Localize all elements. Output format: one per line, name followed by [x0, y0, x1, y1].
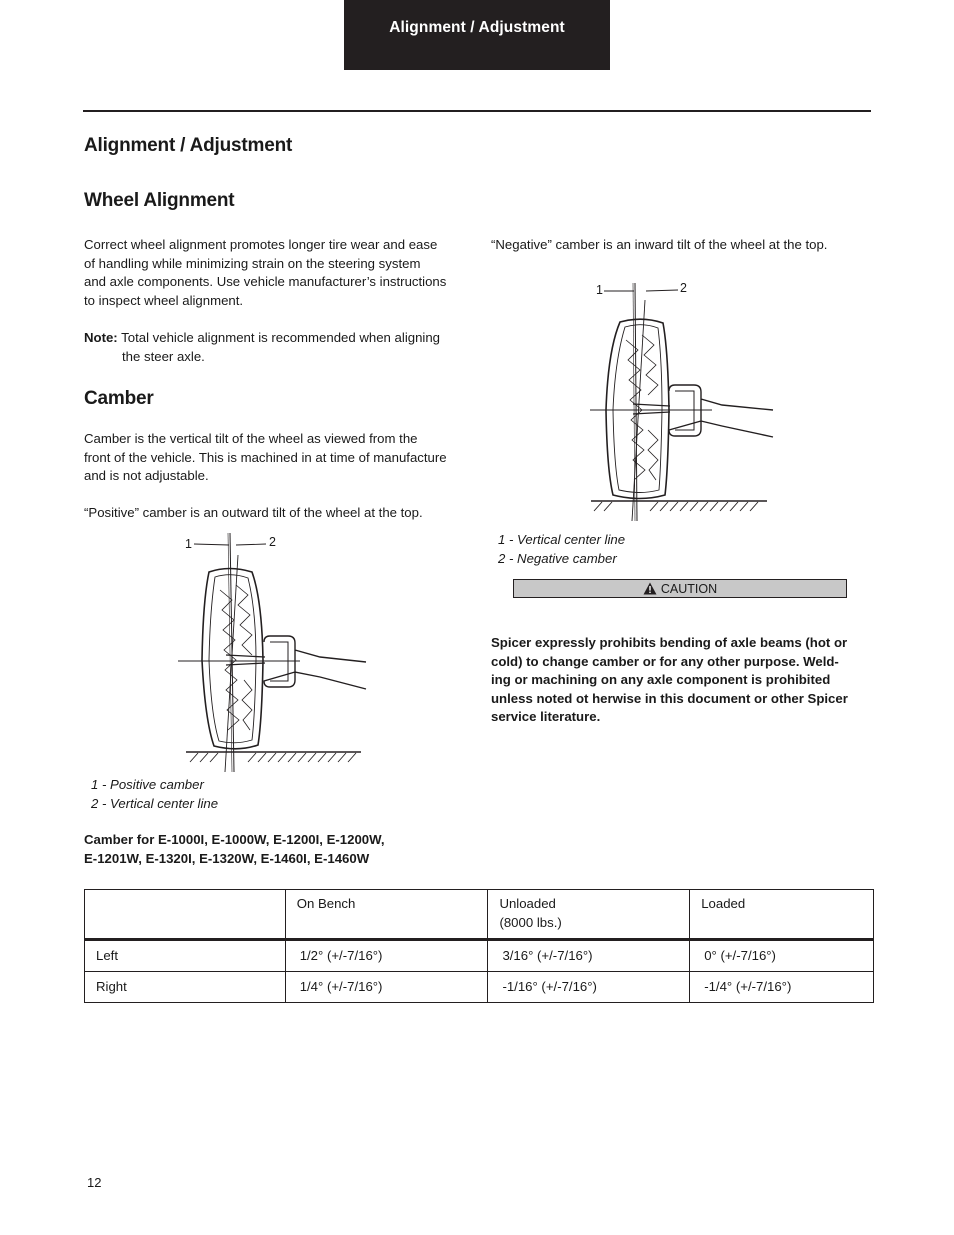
wheel-alignment-note	[84, 329, 456, 366]
caption-line: 1 - Positive camber	[91, 777, 204, 792]
camber-heading: Camber	[84, 388, 154, 409]
caption-line: 2 - Negative camber	[498, 550, 617, 566]
text-line: Correct wheel alignment promotes longer tire wear and ease	[84, 237, 438, 252]
note-label: Note:	[84, 330, 118, 345]
caption-line: 1 - Vertical center line	[498, 532, 626, 547]
camber-body	[84, 430, 456, 486]
note-text-continued: the steer axle.	[122, 348, 205, 364]
table-cell: 1/2° (+/-7/16°)	[285, 940, 488, 972]
table-cell: -1/16° (+/-7/16°)	[488, 972, 690, 1003]
table-row	[85, 940, 874, 972]
negative-figure-label-2: 2	[680, 281, 687, 295]
caution-line: ing or machining on any axle component is prohibited	[491, 672, 831, 688]
text-line: and is not adjustable.	[84, 468, 209, 484]
table-cell: Left	[85, 940, 286, 972]
caution-line: unless noted ot herwise in this document or other Spicer	[491, 690, 848, 706]
table-cell: 1/4° (+/-7/16°)	[285, 972, 488, 1003]
section-title: Alignment / Adjustment	[84, 135, 293, 156]
caution-banner	[513, 579, 847, 598]
caution-text	[491, 634, 863, 727]
positive-figure-label-2: 2	[269, 535, 276, 549]
table-title-line: E-1201W, E-1320I, E-1320W, E-1460I, E-1460W	[84, 850, 370, 866]
caption-line: 2 - Vertical center line	[91, 795, 219, 811]
table-cell: Right	[85, 972, 286, 1003]
warning-triangle-icon	[643, 582, 657, 595]
negative-figure-label-1: 1	[596, 283, 603, 297]
table-header-unloaded: Unloaded	[499, 896, 556, 911]
text-line: Camber is the vertical tilt of the wheel as viewed from the	[84, 431, 418, 446]
caution-label: CAUTION	[660, 581, 718, 596]
table-header-unloaded-sub: (8000 lbs.)	[499, 914, 562, 930]
negative-figure-caption	[498, 531, 625, 568]
table-header-cell: On Bench	[285, 890, 488, 940]
positive-figure-caption	[91, 776, 218, 813]
table-title-line: Camber for E-1000I, E-1000W, E-1200I, E-1200W,	[84, 832, 385, 847]
text-line: of handling while minimizing strain on the steering system	[84, 255, 421, 271]
note-text: Total vehicle alignment is recommended when aligning	[121, 330, 441, 345]
header-rule	[83, 110, 871, 112]
camber-table	[84, 889, 874, 1003]
positive-camber-text: “Positive” camber is an outward tilt of the wheel at the top.	[84, 505, 423, 520]
table-header-row	[85, 890, 874, 940]
negative-camber-text: “Negative” camber is an inward tilt of the wheel at the top.	[491, 237, 828, 252]
text-line: front of the vehicle. This is machined in at time of manufacture	[84, 449, 447, 465]
table-cell: -1/4° (+/-7/16°)	[690, 972, 874, 1003]
table-header-cell	[488, 890, 690, 940]
text-line: to inspect wheel alignment.	[84, 292, 244, 308]
table-cell: 0° (+/-7/16°)	[690, 940, 874, 972]
table-row	[85, 972, 874, 1003]
positive-camber-drawing	[178, 533, 366, 772]
page-number: 12	[87, 1175, 102, 1190]
wheel-alignment-body	[84, 236, 456, 310]
header-tab-title: Alignment / Adjustment	[389, 19, 565, 36]
caution-line: Spicer expressly prohibits bending of axle beams (hot or	[491, 635, 848, 650]
caution-line: cold) to change camber or for any other purpose. Weld-	[491, 653, 839, 669]
table-header-cell: Loaded	[690, 890, 874, 940]
table-cell: 3/16° (+/-7/16°)	[488, 940, 690, 972]
text-line: and axle components. Use vehicle manufacturer’s instructions	[84, 274, 447, 290]
positive-figure-label-1: 1	[185, 537, 192, 551]
wheel-alignment-heading: Wheel Alignment	[84, 190, 235, 211]
camber-table-title	[84, 831, 484, 868]
caution-line: service literature.	[491, 709, 601, 725]
header-tab	[344, 0, 610, 70]
negative-camber-drawing	[590, 283, 773, 521]
table-header-cell	[85, 890, 286, 940]
